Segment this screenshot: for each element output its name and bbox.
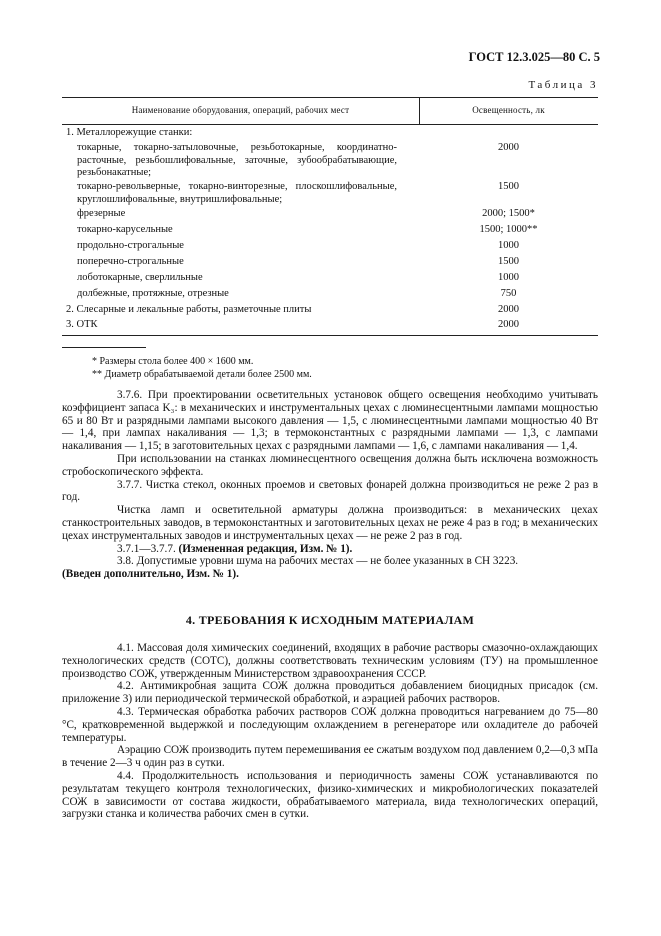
table-cell-lux: 2000; 1500*	[482, 208, 535, 219]
section-title: 4. ТРЕБОВАНИЯ К ИСХОДНЫМ МАТЕРИАЛАМ	[185, 613, 475, 627]
table-cell-name: 2. Слесарные и лекальные работы, разметочные плиты	[66, 304, 312, 315]
table-cell-lux: 1500	[498, 256, 519, 267]
table-caption: Таблица 3	[528, 79, 598, 91]
paragraph: 3.7.6. При проектировании осветительных установок общего освещения необходимо учитывать коэффициент запаса K₃: в механических и инструментальных цехах с люминесцентными лампами мощностью 65 и 80 Вт и разрядными лампами высокого давления — 1,5, с люминесцентными лампами мощностью 40 Вт — 1,4, при лампах накаливания — 1,3; в термоконстантных с разрядными лампами — 1,3, с лампами накаливания — 1,15; в заготовительных цехах с разрядными лампами — 1,6, с лампами накаливания — 1,4.	[62, 389, 598, 453]
amendment-note: (Введен дополнительно, Изм. № 1).	[62, 568, 239, 581]
paragraph: 4.1. Массовая доля химических соединений, входящих в рабочие растворы смазочно-охлаждающих технологических средств (СОТС), должны соответствовать техническим условиям (ТУ) на промышленное производство СОЖ, утвержденным Министерством здравоохранения СССР.	[62, 642, 598, 680]
table-cell-lux: 2000	[498, 142, 519, 153]
table-cell-lux: 750	[500, 288, 517, 299]
table-cell-name: 3. ОТК	[66, 319, 98, 330]
text-block-lighting	[62, 389, 598, 581]
paragraph: Аэрацию СОЖ производить путем перемешивания ее сжатым воздухом под давлением 0,2—0,3 мПа в течение 2—3 ч один раз в сутки.	[62, 744, 598, 770]
table-cell-lux: 1500	[498, 181, 519, 192]
amendment-range: 3.7.1—3.7.7.	[117, 542, 176, 555]
footnote: ** Диаметр обрабатываемой детали более 2500 мм.	[92, 369, 312, 380]
table-cell-name: поперечно-строгальные	[77, 256, 184, 267]
paragraph: При использовании на станках люминесцентного освещения должна быть исключена возможность стробоскопического эффекта.	[62, 452, 598, 478]
paragraph: 4.3. Термическая обработка рабочих растворов СОЖ должна проводиться нагреванием до 75—80 °C, кратковременной выдержкой и последующим охлаждением в регенераторе или охладителе до рабочей температуры.	[62, 705, 598, 744]
table-cell-name: 1. Металлорежущие станки:	[66, 127, 193, 138]
footnote-separator	[62, 347, 146, 348]
table-cell-name: токарно-карусельные	[77, 224, 173, 235]
paragraph: 3.7.7. Чистка стекол, оконных проемов и световых фонарей должна производиться не реже 2 раз в год.	[62, 478, 598, 504]
table-cell-lux: 2000	[498, 319, 519, 330]
table-cell-name: фрезерные	[77, 208, 126, 219]
amendment-note: (Измененная редакция, Изм. № 1).	[178, 542, 353, 555]
table-cell-name: долбежные, протяжные, отрезные	[77, 288, 229, 299]
table-cell-name: продольно-строгальные	[77, 240, 184, 251]
paragraph: 4.4. Продолжительность использования и периодичность замены СОЖ устанавливаются по результатам текущего контроля технологических, физико-химических и микробиологических показателей СОЖ в зависимости от состава жидкости, обрабатываемого материала, вида технологических операций, загрузки станка и количества рабочих смен в сутки.	[62, 769, 598, 821]
table-cell-lux: 1000	[498, 272, 519, 283]
page-header: ГОСТ 12.3.025—80 С. 5	[468, 50, 600, 64]
text-block-materials	[62, 642, 598, 821]
table-cell-lux: 1500; 1000**	[479, 224, 538, 235]
table-cell-name: токарно-револьверные, токарно-винторезные, плоскошлифовальные, круглошлифовальные, внутришлифовальные;	[77, 181, 397, 205]
paragraph: Чистка ламп и осветительной арматуры должна производиться: в механических цехах станкостроительных заводов, в термоконстантных и заготовительных цехах не реже 4 раз в год; в механических цехах инструментальных заводов и инструментальных цехах — не реже 2 раз в год.	[62, 504, 598, 542]
table-header-equipment: Наименование оборудования, операций, рабочих мест	[131, 105, 350, 115]
paragraph: 4.2. Антимикробная защита СОЖ должна проводиться добавлением биоцидных присадок (см. приложение 3) или периодической термической обработкой, и аэрацией рабочих растворов.	[62, 680, 598, 706]
table-cell-name: лоботокарные, сверлильные	[77, 272, 203, 283]
paragraph-amendment	[62, 568, 598, 581]
table-cell-lux: 2000	[498, 304, 519, 315]
footnote: * Размеры стола более 400 × 1600 мм.	[92, 356, 254, 367]
table-rule-top	[62, 97, 598, 98]
table-cell-lux: 1000	[498, 240, 519, 251]
table-header-illuminance: Освещенность, лк	[472, 105, 545, 115]
paragraph: 3.8. Допустимые уровни шума на рабочих местах — не более указанных в СН 3223.	[117, 555, 519, 568]
table-rule-header	[62, 124, 598, 125]
paragraph-amendment	[62, 543, 598, 556]
table-rule-bottom	[62, 335, 598, 336]
table-cell-name: токарные, токарно-затыловочные, резьботокарные, координатно-расточные, резьбошлифовальные, заточные, зубообрабатывающие, резьбонакатные;	[77, 142, 397, 178]
